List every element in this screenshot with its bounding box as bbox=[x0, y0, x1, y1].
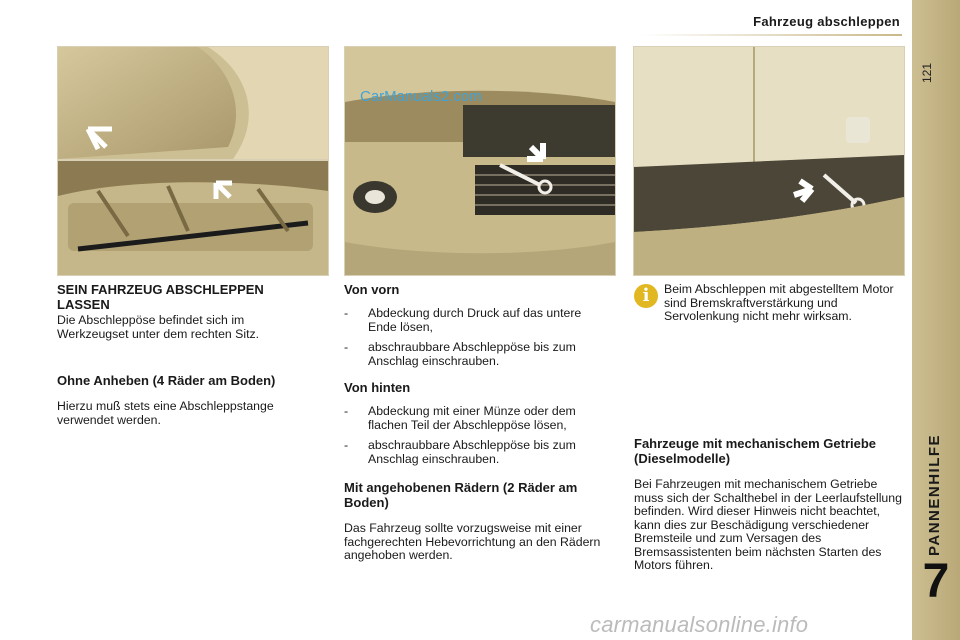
no-lift-text: Hierzu muß stets eine Abschleppstange verwendet werden. bbox=[57, 399, 274, 427]
info-note bbox=[664, 283, 904, 324]
front-bumper-photo bbox=[344, 46, 616, 276]
column-2 bbox=[344, 282, 610, 563]
rear-steps bbox=[344, 405, 610, 466]
list-item: - Abdeckung durch Druck auf das untere Ende lösen, bbox=[344, 307, 610, 334]
footer-watermark: carmanualsonline.info bbox=[590, 612, 809, 637]
front-heading: Von vorn bbox=[344, 282, 400, 297]
page-number: 121 bbox=[920, 62, 934, 84]
column-1 bbox=[57, 282, 319, 427]
rear-bumper-photo bbox=[633, 46, 905, 276]
list-item: - Abdeckung mit einer Münze oder dem flachen Teil der Abschleppöse lösen, bbox=[344, 405, 610, 432]
watermark: CarManuals2.com bbox=[360, 88, 482, 105]
list-item: - abschraubbare Abschleppöse bis zum Anschlag einschrauben. bbox=[344, 439, 610, 466]
lifted-heading: Mit angehobenen Rädern (2 Räder am Boden) bbox=[344, 480, 578, 510]
front-steps bbox=[344, 307, 610, 368]
info-icon: i bbox=[634, 284, 658, 308]
manual-gearbox-text: Bei Fahrzeugen mit mechanischem Getriebe muss sich der Schalthebel in der Leerlaufstellung befinden. Wird dieser Hinweis nicht beachtet, kann dies zur Beschädigung verschiedener Bremsteile und zum Versagen des Bremsassistenten beim nächsten Starten des Motors führen. bbox=[634, 477, 902, 572]
main-heading: SEIN FAHRZEUG ABSCHLEPPEN LASSEN bbox=[57, 282, 264, 312]
no-lift-heading: Ohne Anheben (4 Räder am Boden) bbox=[57, 373, 276, 388]
chapter-label: PANNENHILFE bbox=[926, 433, 943, 557]
list-item: - abschraubbare Abschleppöse bis zum Anschlag einschrauben. bbox=[344, 341, 610, 368]
toolkit-photo bbox=[57, 160, 329, 276]
column-3 bbox=[634, 436, 902, 573]
header-rule bbox=[640, 34, 902, 36]
info-text: Beim Abschleppen mit abgestelltem Motor sind Bremskraftverstärkung und Servolenkung nicht mehr wirksam. bbox=[664, 282, 894, 323]
lifted-text: Das Fahrzeug sollte vorzugsweise mit einer fachgerechten Hebevorrichtung an den Rädern angehoben werden. bbox=[344, 521, 601, 562]
section-title: Fahrzeug abschleppen bbox=[753, 14, 900, 29]
rear-heading: Von hinten bbox=[344, 380, 411, 395]
chapter-number: 7 bbox=[922, 555, 950, 608]
manual-gearbox-heading: Fahrzeuge mit mechanischem Getriebe (Dieselmodelle) bbox=[634, 436, 877, 466]
seat-photo bbox=[57, 46, 329, 160]
intro-text: Die Abschleppöse befindet sich im Werkzeugset unter dem rechten Sitz. bbox=[57, 313, 260, 341]
